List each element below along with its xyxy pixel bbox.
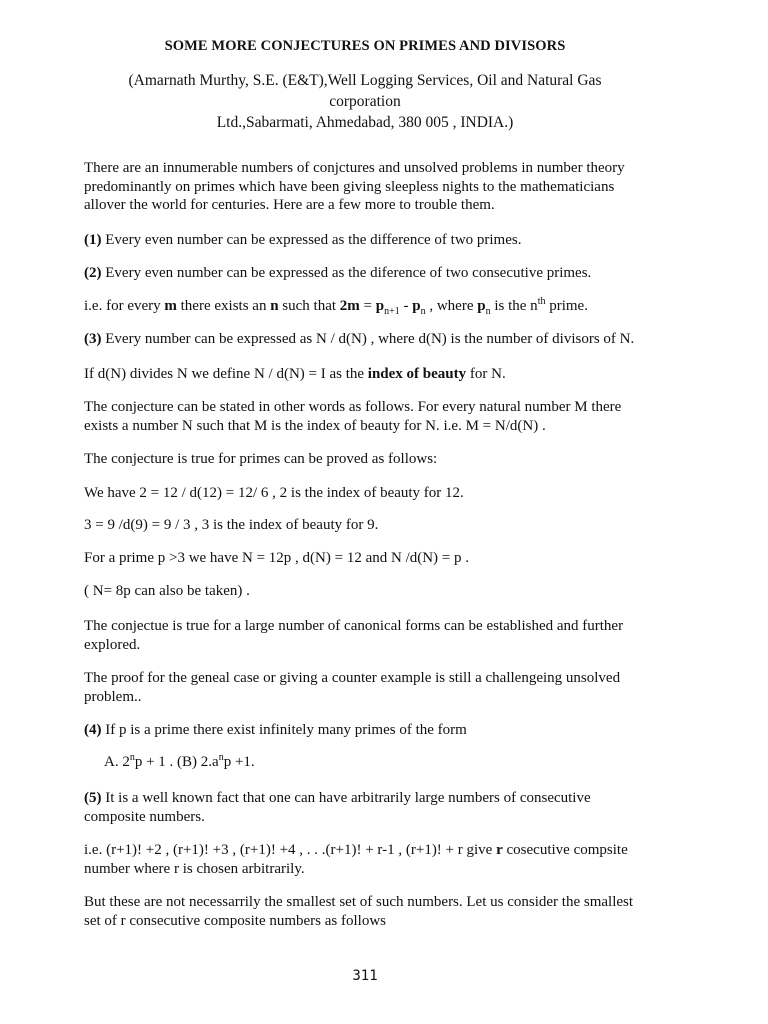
formula-p: p xyxy=(412,298,421,314)
smallest-set-paragraph: But these are not necessarrily the smallest set of such numbers. Let us consider the smallest set of r consecutive composite numbers as follows xyxy=(84,894,634,929)
composites-var-r: r xyxy=(496,842,503,858)
formula-var-m: m xyxy=(164,298,177,314)
general-case-paragraph: The proof for the geneal case or giving a counter example is still a challengeing unsolved problem.. xyxy=(84,670,621,705)
formula-subscript: n+1 xyxy=(384,306,400,317)
conjecture-3-number: (3) xyxy=(84,331,102,347)
definition-text: for N. xyxy=(466,366,506,382)
formula-superscript: th xyxy=(537,296,546,307)
paper-title: SOME MORE CONJECTURES ON PRIMES AND DIVISORS xyxy=(164,38,566,54)
conjecture-4-number: (4) xyxy=(84,722,102,738)
conjecture-5-text: It is a well known fact that one can have arbitrarily large numbers of consecutive composite numbers. xyxy=(84,790,591,825)
conjecture-4 xyxy=(84,721,644,740)
intro-paragraph: There are an innumerable numbers of conjctures and unsolved problems in number theory predominantly on primes which have been giving sleepless nights to the mathematicians allover the world for centuries. Here are a few more to trouble them. xyxy=(84,160,625,213)
formula-text: i.e. for every xyxy=(84,298,165,314)
formula-text: there exists an xyxy=(176,298,271,314)
formula-subscript: n xyxy=(420,306,426,317)
example-8p-note: ( N= 8p can also be taken) . xyxy=(84,583,250,599)
canonical-forms-paragraph: The conjectue is true for a large number of canonical forms can be established and further explored. xyxy=(84,618,624,653)
conjecture-5 xyxy=(84,789,644,826)
conjecture-3 xyxy=(84,330,644,349)
example-9: 3 = 9 /d(9) = 9 / 3 , 3 is the index of beauty for 9. xyxy=(84,517,379,533)
formula-text: = xyxy=(359,298,376,314)
conjecture-4-text: If p is a prime there exist infinitely many primes of the form xyxy=(101,722,467,738)
form-superscript: n xyxy=(218,752,224,763)
form-text: p +1. xyxy=(223,754,255,770)
conjecture-2-number: (2) xyxy=(84,265,102,281)
formula-subscript: n xyxy=(485,306,491,317)
primes-proof-intro: The conjecture is true for primes can be proved as follows: xyxy=(84,451,438,467)
conjecture-5-number: (5) xyxy=(84,790,102,806)
definition-text: If d(N) divides N we define N / d(N) = I as the xyxy=(84,366,368,382)
formula-text: is the n xyxy=(490,298,538,314)
conjecture-1 xyxy=(84,231,644,250)
index-of-beauty-definition xyxy=(84,365,644,384)
form-superscript: n xyxy=(129,752,135,763)
formula-p: p xyxy=(375,298,385,314)
conjecture-2 xyxy=(84,264,644,283)
formula-lhs: 2m xyxy=(339,298,360,314)
formula-text: prime. xyxy=(545,298,588,314)
definition-term: index of beauty xyxy=(367,366,467,382)
consecutive-composites-paragraph xyxy=(84,841,644,878)
affiliation-line-2: Ltd.,Sabarmati, Ahmedabad, 380 005 , INDIA.) xyxy=(216,114,514,131)
formula-p: p xyxy=(477,298,486,314)
formula-text: - xyxy=(399,298,413,314)
formula-text: such that xyxy=(278,298,340,314)
author-affiliation xyxy=(100,70,630,133)
composites-text: i.e. (r+1)! +2 , (r+1)! +3 , (r+1)! +4 , . . .(r+1)! + r-1 , (r+1)! + r give xyxy=(84,842,497,858)
example-12: We have 2 = 12 / d(12) = 12/ 6 , 2 is the index of beauty for 12. xyxy=(84,485,464,501)
conjecture-restatement: The conjecture can be stated in other words as follows. For every natural number M there exists a number N such that M is the index of beauty for N. i.e. M = N/d(N) . xyxy=(84,399,622,434)
conjecture-2-text: Every even number can be expressed as the diference of two consecutive primes. xyxy=(101,265,592,281)
page-number: 311 xyxy=(352,968,378,984)
composites-text: cosecutive compsite number where r is chosen arbitrarily. xyxy=(84,842,628,877)
affiliation-line-1: (Amarnath Murthy, S.E. (E&T),Well Logging Services, Oil and Natural Gas corporation xyxy=(128,72,602,110)
formula-var-n: n xyxy=(270,298,279,314)
conjecture-1-text: Every even number can be expressed as the difference of two primes. xyxy=(101,232,522,248)
conjecture-3-text: Every number can be expressed as N / d(N) , where d(N) is the number of divisors of N. xyxy=(101,331,635,347)
formula-text: , where xyxy=(425,298,478,314)
example-general-prime: For a prime p >3 we have N = 12p , d(N) = 12 and N /d(N) = p . xyxy=(84,550,470,566)
form-text: p + 1 . (B) 2.a xyxy=(134,754,219,770)
conjecture-1-number: (1) xyxy=(84,232,102,248)
conjecture-4-forms xyxy=(104,753,664,772)
form-text: A. 2 xyxy=(104,754,130,770)
conjecture-2-formula xyxy=(84,297,644,316)
